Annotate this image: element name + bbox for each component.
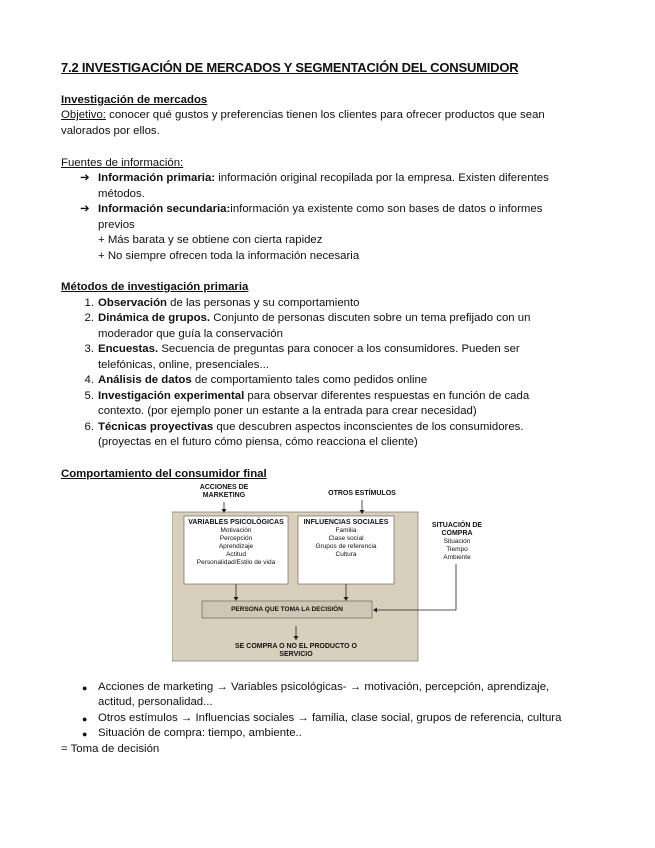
primaria-text-2: métodos. xyxy=(98,188,145,200)
situacion-item: Ambiente xyxy=(443,554,471,561)
persona-decision-label: PERSONA QUE TOMA LA DECISIÓN xyxy=(231,606,343,613)
primaria-label: Información primaria: xyxy=(98,172,216,184)
list-item xyxy=(98,373,427,388)
resultado-label: SE COMPRA O NO EL PRODUCTO O SERVICIO xyxy=(235,643,357,658)
diagram-connectors xyxy=(172,480,492,665)
bullet-item-2: Otros estímulos → Influencias sociales → familia, clase social, grupos de referencia, cultura xyxy=(98,712,562,724)
list-item-number: 6. xyxy=(84,421,94,433)
bullet-item-3: Situación de compra: tiempo, ambiente.. xyxy=(98,727,302,739)
otros-estimulos-label: OTROS ESTÍMULOS xyxy=(328,490,396,497)
situacion-title: SITUACIÓN DE COMPRA xyxy=(431,522,483,537)
list-item xyxy=(98,342,520,357)
list-item-number: 4. xyxy=(84,374,94,386)
arrow-right-icon: ➔ xyxy=(80,172,90,184)
influencia-item: Familia xyxy=(335,527,357,534)
method-text-2: moderador que guía la conservación xyxy=(98,328,283,340)
list-item xyxy=(98,420,524,435)
objetivo-text: conocer qué gustos y preferencias tienen los clientes para ofrecer productos que sean xyxy=(105,109,545,121)
method-text: de las personas y su comportamiento xyxy=(167,297,360,309)
method-text: Conjunto de personas discuten sobre un tema prefijado con un xyxy=(210,312,531,324)
variables-psicologicas-box xyxy=(184,519,288,567)
method-text: Secuencia de preguntas para conocer a los consumidores. Pueden ser xyxy=(158,343,520,355)
method-label: Dinámica de grupos. xyxy=(98,312,211,324)
primaria-text: información original recopilada por la empresa. Existen diferentes xyxy=(215,172,549,184)
fuente-primaria xyxy=(80,171,549,186)
method-text-2: (proyectas en el futuro cómo piensa, cómo reacciona el cliente) xyxy=(98,436,418,448)
plus-item-1: + Más barata y se obtiene con cierta rapidez xyxy=(98,234,323,246)
method-label: Observación xyxy=(98,297,168,309)
bullet-icon: ● xyxy=(82,714,88,724)
list-item-number: 3. xyxy=(84,343,94,355)
variables-title: VARIABLES PSICOLÓGICAS xyxy=(188,519,284,526)
list-item xyxy=(98,296,360,311)
consumer-behavior-diagram xyxy=(172,480,492,665)
method-text: de comportamiento tales como pedidos online xyxy=(191,374,428,386)
secundaria-text-2: previos xyxy=(98,219,135,231)
list-item-number: 1. xyxy=(84,297,94,309)
section-heading-metodos: Métodos de investigación primaria xyxy=(61,281,249,293)
method-text-2: telefónicas, online, presenciales... xyxy=(98,359,269,371)
situacion-compra-box xyxy=(426,522,488,562)
acciones-marketing-label: ACCIONES DE MARKETING xyxy=(199,484,249,499)
situacion-item: Tiempo xyxy=(446,546,468,553)
page-title: 7.2 INVESTIGACIÓN DE MERCADOS Y SEGMENTACIÓN DEL CONSUMIDOR xyxy=(61,60,519,75)
influencias-title: INFLUENCIAS SOCIALES xyxy=(303,519,389,526)
variable-item: Percepción xyxy=(219,535,253,542)
bullet-icon: ● xyxy=(82,683,88,693)
list-item xyxy=(98,311,530,326)
variable-item: Aprendizaje xyxy=(218,543,254,550)
conclusion-text: = Toma de decisión xyxy=(61,743,160,755)
section-heading-investigacion: Investigación de mercados xyxy=(61,94,208,106)
method-text-2: contexto. (por ejemplo poner un estante a la entrada para crear necesidad) xyxy=(98,405,477,417)
method-label: Encuestas. xyxy=(98,343,159,355)
variable-item: Personalidad/Estilo de vida xyxy=(196,559,276,566)
secundaria-text: información ya existente como son bases de datos o informes xyxy=(230,203,543,215)
method-label: Análisis de datos xyxy=(98,374,192,386)
influencia-item: Clase social xyxy=(328,535,364,542)
section-heading-comportamiento: Comportamiento del consumidor final xyxy=(61,468,267,480)
objetivo-text-2: valorados por ellos. xyxy=(61,125,160,137)
variable-item: Actitud xyxy=(226,551,246,558)
method-label: Investigación experimental xyxy=(98,390,245,402)
method-text: que descubren aspectos inconscientes de los consumidores. xyxy=(213,421,524,433)
influencias-sociales-box xyxy=(298,519,394,559)
bullet-item-1-cont: actitud, personalidad... xyxy=(98,696,213,708)
situacion-item: Situación xyxy=(443,538,471,545)
list-item-number: 5. xyxy=(84,390,94,402)
influencia-item: Cultura xyxy=(335,551,357,558)
list-item xyxy=(98,389,529,404)
method-label: Técnicas proyectivas xyxy=(98,421,214,433)
variable-item: Motivación xyxy=(220,527,252,534)
bullet-item-1: Acciones de marketing → Variables psicológicas- → motivación, percepción, aprendizaje, xyxy=(98,681,550,693)
influencia-item: Grupos de referencia xyxy=(315,543,377,550)
fuentes-heading: Fuentes de información: xyxy=(61,157,184,169)
secundaria-label: Información secundaria: xyxy=(98,203,231,215)
objetivo-label: Objetivo: xyxy=(61,109,106,121)
fuente-secundaria xyxy=(80,202,542,217)
plus-item-2: + No siempre ofrecen toda la información necesaria xyxy=(98,250,360,262)
objetivo-line xyxy=(61,108,545,123)
bullet-icon: ● xyxy=(82,729,88,739)
method-text: para observar diferentes respuestas en función de cada xyxy=(244,390,530,402)
arrow-right-icon: ➔ xyxy=(80,203,90,215)
list-item-number: 2. xyxy=(84,312,94,324)
